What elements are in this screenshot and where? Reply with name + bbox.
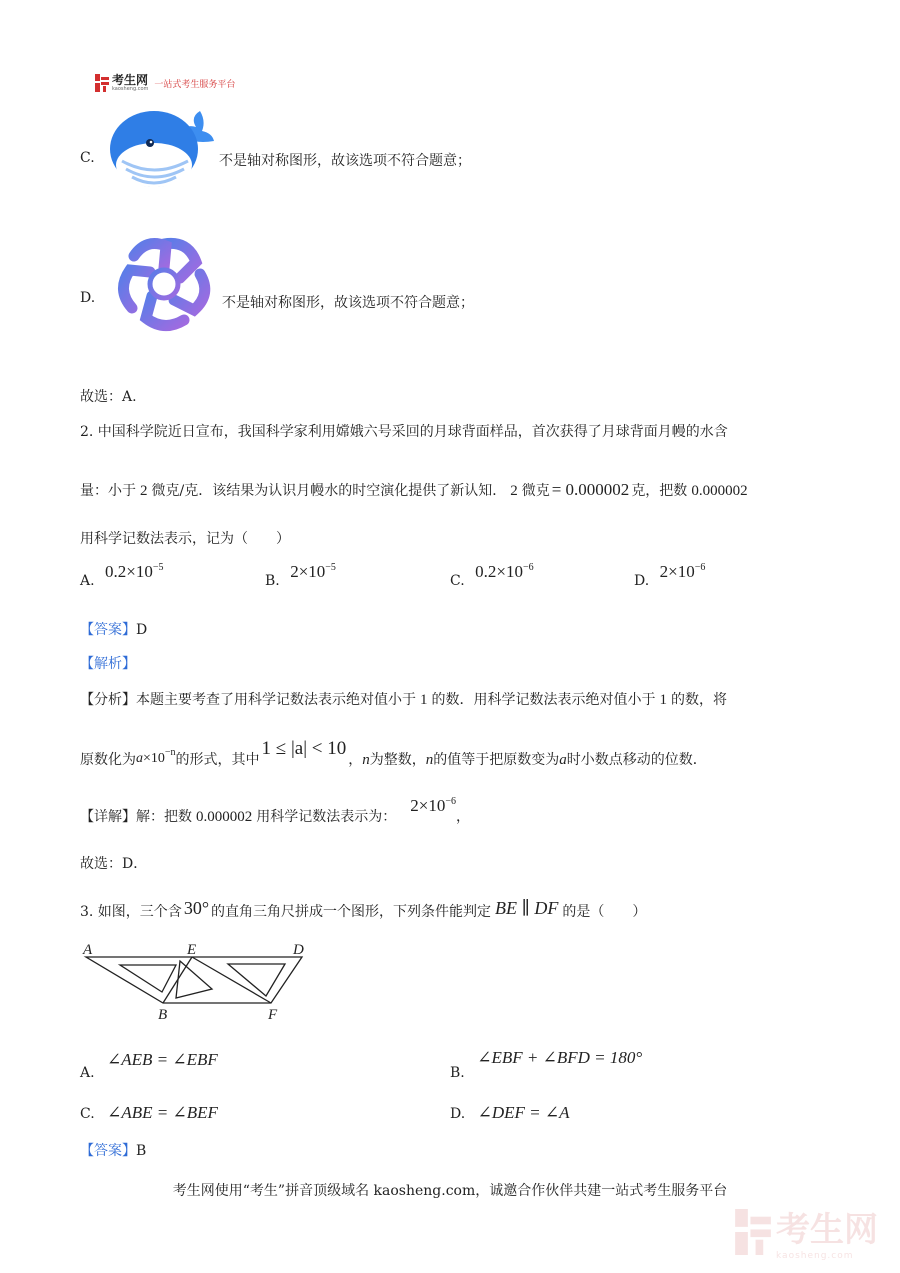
q2-number: 2 <box>140 483 148 499</box>
q3-triangle-figure <box>80 940 320 1022</box>
detail-text: ， <box>455 809 470 825</box>
option-value: ∠AEB = ∠EBF <box>107 1050 218 1069</box>
detail-number: 0.000002 <box>196 809 253 825</box>
option-label: B. <box>265 573 280 589</box>
q2-stem-line2 <box>80 480 748 500</box>
q2-fenxi-line1 <box>80 689 727 709</box>
q3-option-d <box>450 1103 570 1123</box>
q2-number: 2 <box>510 483 518 499</box>
detail-result: $2\times 10^{-6}$ <box>410 796 456 815</box>
q2-text: 量：小于 <box>80 483 136 499</box>
option-label: D. <box>450 1106 466 1122</box>
fenxi-text: 的形式，其中 <box>175 752 260 768</box>
knot-logo-image <box>108 230 220 338</box>
q3-text: 的是（ ） <box>562 904 647 920</box>
q2-number: 0.000002 <box>691 483 748 499</box>
q2-answer <box>80 619 147 639</box>
watermark-sub: kaosheng.com <box>776 1251 854 1261</box>
q1-option-d-text: 不是轴对称图形，故该选项不符合题意； <box>222 295 474 311</box>
option-value: $0.2\times 10^{-5}$ <box>105 562 164 581</box>
q2-analysis-tag: 【解析】 <box>80 656 136 672</box>
q3-text: 3. 如图，三个含 <box>80 904 182 920</box>
option-value: $2\times 10^{-5}$ <box>290 562 336 581</box>
watermark <box>734 1202 878 1261</box>
option-value: ∠EBF + ∠BFD = 180° <box>477 1048 643 1067</box>
answer-tag: 【答案】 <box>80 1143 136 1159</box>
detail-text: 解：把数 <box>136 809 192 825</box>
q3-option-a <box>80 1050 218 1081</box>
option-value: ∠DEF = ∠A <box>477 1103 570 1122</box>
option-label: D. <box>634 573 650 589</box>
q3-answer <box>80 1140 146 1160</box>
q2-fenxi-line2 <box>80 738 707 770</box>
figure-label-d: D <box>293 942 304 958</box>
q3-option-b <box>450 1048 643 1081</box>
figure-label-f: F <box>268 1007 278 1022</box>
q2-conclusion: 故选：D． <box>80 856 148 872</box>
fenxi-text: ， <box>348 752 363 768</box>
q2-option-d <box>634 562 706 590</box>
q2-option-c <box>450 562 534 590</box>
fenxi-text: 本题主要考查了用科学记数法表示绝对值小于 <box>136 692 416 708</box>
fenxi-text: 的数．用科学记数法表示绝对值小于 <box>431 692 656 708</box>
figure-label-a: A <box>83 942 93 958</box>
logo-sub: kaosheng.com <box>112 85 149 92</box>
q3-text: 的直角三角尺拼成一个图形，下列条件能判定 <box>211 904 492 920</box>
q2-option-b <box>265 562 336 590</box>
watermark-logo-icon <box>734 1209 772 1255</box>
option-value: ∠ABE = ∠BEF <box>107 1103 218 1122</box>
kaosheng-logo-icon <box>95 74 109 92</box>
fenxi-inequality: 1 ≤ |a| < 10 <box>261 738 347 759</box>
q1-option-c-text: 不是轴对称图形，故该选项不符合题意； <box>219 153 471 169</box>
figure-label-b: B <box>158 1007 168 1022</box>
answer-value: B <box>136 1143 147 1159</box>
q2-text: 微克/克．该结果为认识月幔水的时空演化提供了新认知． <box>151 483 507 499</box>
q2-detail <box>80 796 470 826</box>
q3-angle: 30° <box>183 898 210 918</box>
fenxi-var: n <box>425 752 434 768</box>
q1-option-c-label: C. <box>80 150 95 166</box>
header-slogan: 一站式考生服务平台 <box>154 79 236 90</box>
answer-value: D <box>136 622 148 638</box>
option-label: B. <box>450 1065 465 1081</box>
header-logo <box>95 72 235 94</box>
option-label: A. <box>80 573 95 589</box>
option-label: A. <box>80 1065 95 1081</box>
q2-equation: = 0.000002 <box>551 480 630 499</box>
fenxi-text: 的数，将 <box>671 692 727 708</box>
fenxi-text: 为整数， <box>369 752 426 768</box>
fenxi-text: 原数化为 <box>80 752 136 768</box>
q2-stem-line3: 用科学记数法表示，记为（ ） <box>80 531 290 547</box>
fenxi-text: 时小数点移动的位数． <box>566 752 707 768</box>
q1-conclusion: 故选：A. <box>80 389 137 405</box>
q2-stem-line1: 2. 中国科学院近日宣布，我国科学家利用嫦娥六号采回的月球背面样品，首次获得了月球背面月幔的水含 <box>80 424 728 440</box>
whale-logo-image <box>104 103 216 191</box>
q1-option-d-label: D. <box>80 290 96 306</box>
answer-tag: 【答案】 <box>80 622 136 638</box>
fenxi-var: n <box>362 752 370 768</box>
fenxi-var: a <box>559 752 567 768</box>
option-value: $2\times 10^{-6}$ <box>659 562 706 581</box>
fenxi-formula: $a\times 10^{-n}$ <box>136 747 176 766</box>
option-label: C. <box>450 573 465 589</box>
logo-text: 考生网 <box>112 72 149 87</box>
option-value: $0.2\times 10^{-6}$ <box>475 562 534 581</box>
fenxi-number: 1 <box>420 692 428 708</box>
q2-text: 克，把数 <box>631 483 688 499</box>
detail-text: 用科学记数法表示为： <box>256 809 397 825</box>
fenxi-tag: 【分析】 <box>80 692 136 708</box>
q3-condition: BE ∥ DF <box>495 898 559 918</box>
page-footer: 考生网使用“考生”拼音顶级域名 kaosheng.com，诚邀合作伙伴共建一站式考生服务平台 <box>172 1183 728 1199</box>
watermark-text: 考生网 <box>776 1210 878 1250</box>
detail-tag: 【详解】 <box>80 809 136 825</box>
fenxi-text: 的值等于把原数变为 <box>433 752 560 768</box>
q3-option-c <box>80 1103 218 1123</box>
option-label: C. <box>80 1106 95 1122</box>
figure-label-e: E <box>187 942 197 958</box>
q2-text: 微克 <box>521 483 550 499</box>
fenxi-number: 1 <box>659 692 667 708</box>
q2-option-a <box>80 562 164 590</box>
q3-stem <box>80 900 646 921</box>
